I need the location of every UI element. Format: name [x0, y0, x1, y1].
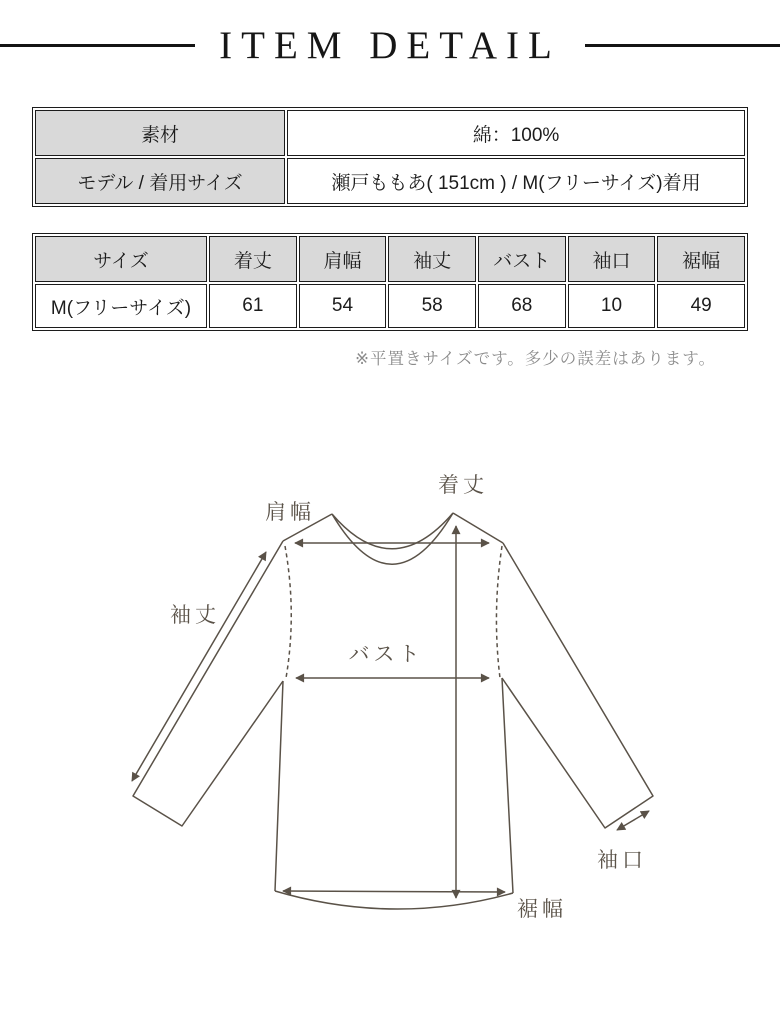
spec-value-model-size: 瀬戸ももあ( 151cm ) / M(フリーサイズ)着用	[287, 158, 745, 204]
hem-width-arrow	[283, 891, 505, 892]
size-col-header-shoulder: 肩幅	[299, 236, 387, 282]
table-row	[35, 158, 745, 204]
label-sleeve-length: 袖丈	[170, 604, 220, 627]
spec-label-model-size: モデル / 着用サイズ	[35, 158, 285, 204]
size-col-header-length: 着丈	[209, 236, 297, 282]
measurement-diagram	[0, 451, 780, 1021]
label-bust: バスト	[348, 643, 424, 666]
size-cell-bust: 68	[478, 284, 566, 328]
size-cell-sleeve: 58	[388, 284, 476, 328]
garment-hem-curve	[275, 891, 513, 909]
cuff-arrow	[617, 811, 649, 830]
section-header	[0, 21, 780, 69]
tables-area	[32, 107, 748, 369]
garment-neckline-outer	[332, 513, 453, 564]
item-detail-page	[0, 21, 780, 921]
armhole-dash-left	[285, 546, 291, 678]
size-note: ※平置きサイズです。多少の誤差はあります。	[355, 350, 716, 368]
spec-value-material: 綿：100%	[287, 110, 745, 156]
label-cuff: 袖口	[597, 849, 647, 872]
label-hem-width: 裾幅	[517, 898, 567, 921]
spec-table	[32, 107, 748, 207]
size-col-header-size: サイズ	[35, 236, 207, 282]
size-cell-length: 61	[209, 284, 297, 328]
table-row	[35, 110, 745, 156]
sleeve-length-arrow	[132, 552, 266, 781]
garment-sleeve-left	[133, 541, 283, 826]
spec-label-material: 素材	[35, 110, 285, 156]
label-length: 着丈	[438, 474, 488, 497]
size-table-data-row	[35, 284, 745, 328]
size-table-header-row	[35, 236, 745, 282]
page-title: ITEM DETAIL	[219, 23, 561, 67]
size-cell-shoulder: 54	[299, 284, 387, 328]
size-cell-cuff: 10	[568, 284, 656, 328]
size-col-header-sleeve: 袖丈	[388, 236, 476, 282]
header-rule-right	[585, 44, 780, 47]
label-shoulder-width: 肩幅	[265, 501, 315, 524]
garment-shoulder-seam-right	[453, 513, 503, 543]
armhole-dash-right	[496, 546, 502, 678]
size-cell-hem: 49	[657, 284, 745, 328]
size-col-header-bust: バスト	[478, 236, 566, 282]
size-table	[32, 233, 748, 331]
header-rule-left	[0, 44, 195, 47]
size-cell-name: M(フリーサイズ)	[35, 284, 207, 328]
garment-body	[275, 678, 513, 893]
size-col-header-cuff: 袖口	[568, 236, 656, 282]
garment-sleeve-right	[502, 543, 653, 828]
size-col-header-hem: 裾幅	[657, 236, 745, 282]
